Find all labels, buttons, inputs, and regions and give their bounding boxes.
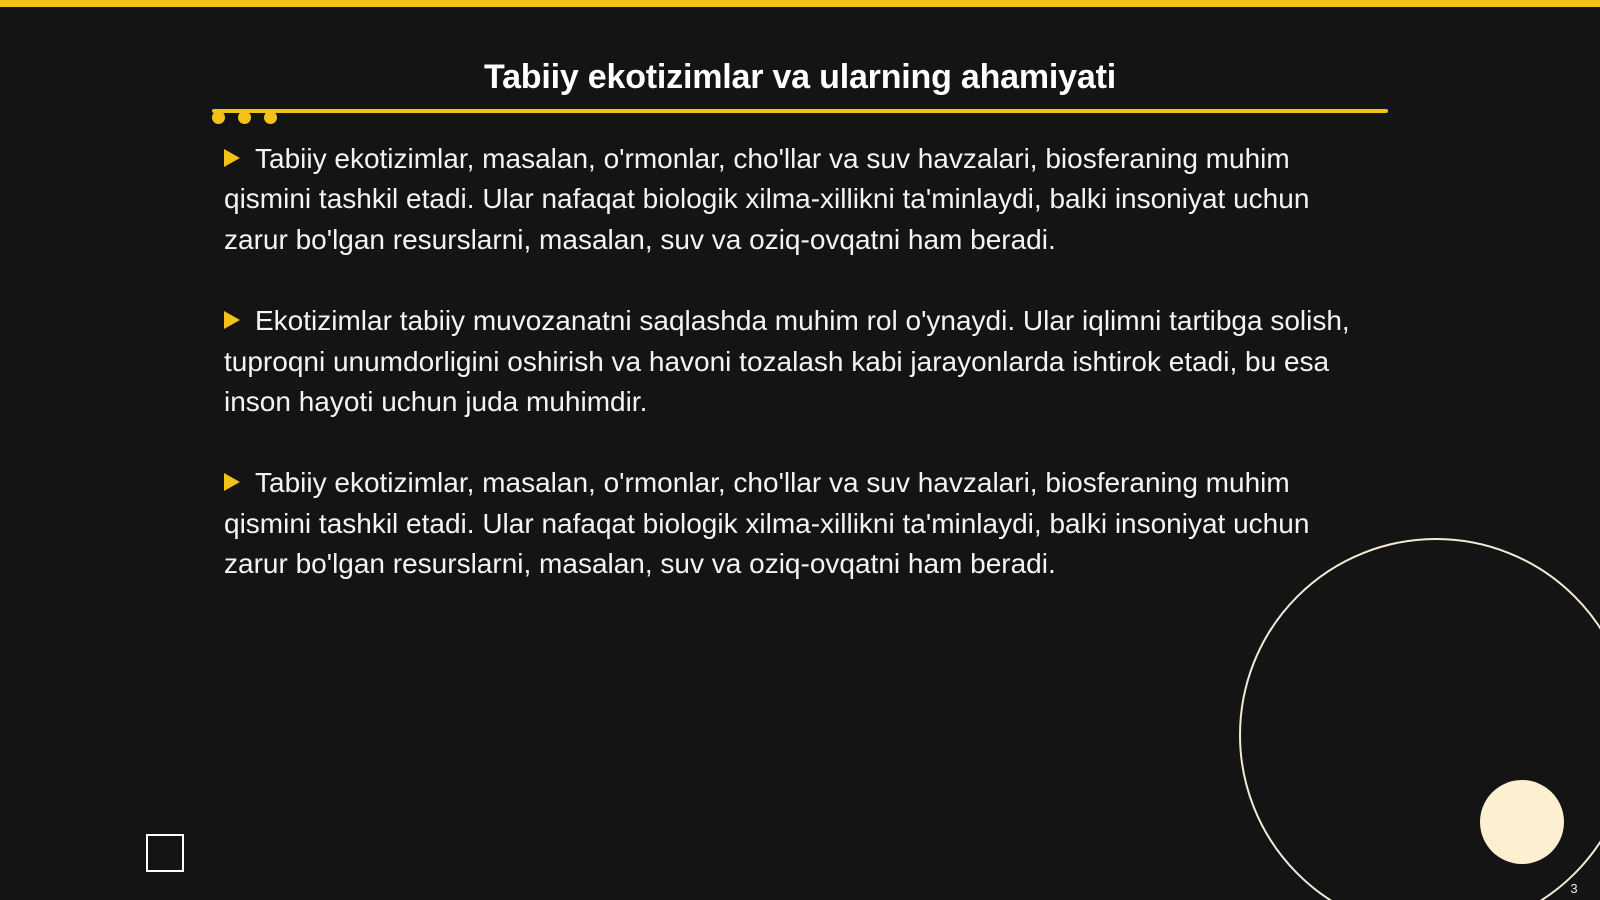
bullet-text: Tabiiy ekotizimlar, masalan, o'rmonlar, cho'llar va suv havzalari, biosferaning muhim qismini tashkil etadi. Ular nafaqat biologik xilma-xillikni ta'minlaydi, balki insoniyat uchun zarur bo'lgan resurslarni, masalan, suv va oziq-ovqatni ham beradi. <box>224 143 1310 255</box>
bullet-list <box>224 139 1379 626</box>
decorative-dot <box>264 111 277 124</box>
slide-title: Tabiiy ekotizimlar va ularning ahamiyati <box>484 58 1116 96</box>
decorative-circle-filled <box>1480 780 1564 864</box>
bullet-text: Tabiiy ekotizimlar, masalan, o'rmonlar, cho'llar va suv havzalari, biosferaning muhim qismini tashkil etadi. Ular nafaqat biologik xilma-xillikni ta'minlaydi, balki insoniyat uchun zarur bo'lgan resurslarni, masalan, suv va oziq-ovqatni ham beradi. <box>224 467 1310 580</box>
decorative-square-outline <box>146 834 184 872</box>
bullet-item <box>224 301 1379 422</box>
decorative-dot <box>238 111 251 124</box>
triangle-arrow-icon <box>224 473 240 491</box>
title-underline <box>212 109 1388 113</box>
bullet-text: Ekotizimlar tabiiy muvozanatni saqlashda muhim rol o'ynaydi. Ular iqlimni tartibga solish, tuproqni unumdorligini oshirish va havoni tozalash kabi jarayonlarda ishtirok etadi, bu esa inson hayoti uchun juda muhimdir. <box>224 305 1350 418</box>
triangle-arrow-icon <box>224 149 240 167</box>
bullet-item <box>224 139 1379 260</box>
page-number: 3 <box>1570 881 1578 896</box>
bullet-item <box>224 463 1379 584</box>
triangle-arrow-icon <box>224 311 240 329</box>
decorative-dot <box>212 111 225 124</box>
top-accent-bar <box>0 0 1600 7</box>
